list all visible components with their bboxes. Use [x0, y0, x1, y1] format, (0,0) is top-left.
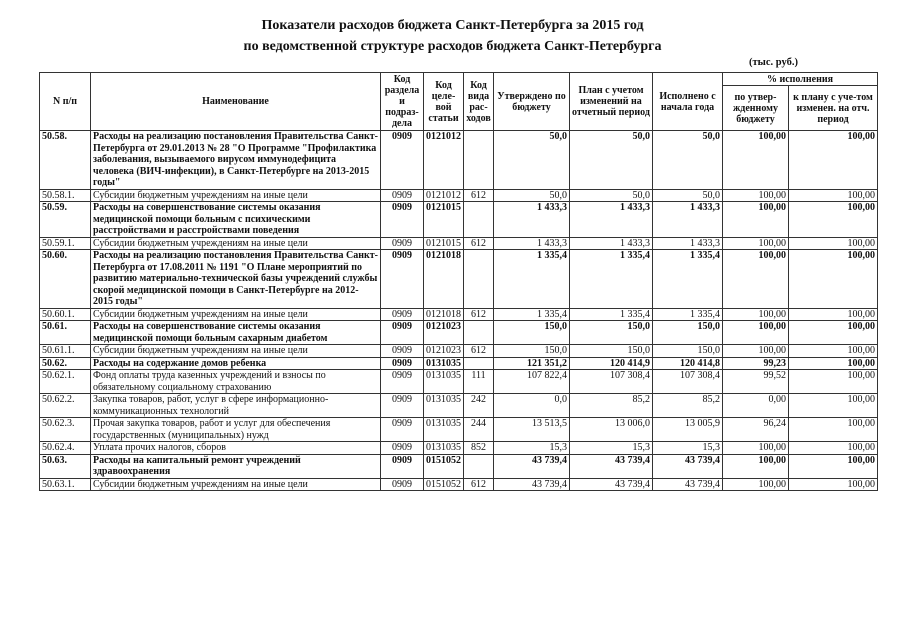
row-article: 0151052	[424, 478, 464, 491]
table-header	[40, 73, 878, 131]
row-num: 50.59.1.	[40, 237, 91, 250]
row-plan: 50,0	[570, 189, 653, 202]
row-num: 50.61.	[40, 321, 91, 345]
row-pct-plan: 100,00	[789, 202, 878, 238]
row-pct-budget: 96,24	[723, 418, 789, 442]
row-num: 50.58.	[40, 131, 91, 190]
row-plan: 15,3	[570, 442, 653, 455]
row-section: 0909	[381, 189, 424, 202]
row-executed: 43 739,4	[653, 454, 723, 478]
row-executed: 1 335,4	[653, 250, 723, 309]
row-num: 50.62.2.	[40, 394, 91, 418]
row-approved: 15,3	[494, 442, 570, 455]
row-pct-plan: 100,00	[789, 131, 878, 190]
table-row	[40, 321, 878, 345]
row-type: 242	[464, 394, 494, 418]
row-pct-budget: 100,00	[723, 345, 789, 358]
row-num: 50.61.1.	[40, 345, 91, 358]
header-approved: Утверждено по бюджету	[494, 73, 570, 131]
header-num: N п/п	[40, 73, 91, 131]
table-row	[40, 370, 878, 394]
header-pct-plan: к плану с уче-том изменен. на отч. период	[789, 86, 878, 131]
row-approved: 121 351,2	[494, 357, 570, 370]
row-section: 0909	[381, 370, 424, 394]
row-section: 0909	[381, 250, 424, 309]
units-label: (тыс. руб.)	[749, 57, 798, 68]
page-title: Показатели расходов бюджета Санкт-Петербурга за 2015 год	[261, 18, 644, 33]
table-row	[40, 308, 878, 321]
row-article: 0121015	[424, 202, 464, 238]
row-article: 0131035	[424, 370, 464, 394]
table-row	[40, 131, 878, 190]
row-pct-plan: 100,00	[789, 370, 878, 394]
row-article: 0131035	[424, 357, 464, 370]
row-approved: 43 739,4	[494, 478, 570, 491]
table-row	[40, 418, 878, 442]
row-name: Субсидии бюджетным учреждениям на иные цели	[91, 308, 381, 321]
row-section: 0909	[381, 454, 424, 478]
row-plan: 50,0	[570, 131, 653, 190]
row-pct-budget: 99,52	[723, 370, 789, 394]
row-num: 50.60.1.	[40, 308, 91, 321]
row-section: 0909	[381, 345, 424, 358]
row-executed: 1 335,4	[653, 308, 723, 321]
row-approved: 1 335,4	[494, 250, 570, 309]
row-type	[464, 202, 494, 238]
header-type: Код вида рас-ходов	[464, 73, 494, 131]
table-row	[40, 189, 878, 202]
row-pct-plan: 100,00	[789, 321, 878, 345]
row-name: Расходы на реализацию постановления Правительства Санкт-Петербурга от 17.08.2011 № 1191 "О Плане мероприятий по развитию материально-технической базы учреждений службы скорой медицинской помощи в Санкт-Петербурге на 2012-2015 годы"	[91, 250, 381, 309]
row-pct-plan: 100,00	[789, 357, 878, 370]
row-name: Расходы на совершенствование системы оказания медицинской помощи больным с психическими расстройствами и расстройствами поведения	[91, 202, 381, 238]
row-pct-budget: 100,00	[723, 202, 789, 238]
row-article: 0121023	[424, 321, 464, 345]
row-pct-plan: 100,00	[789, 442, 878, 455]
row-plan: 13 006,0	[570, 418, 653, 442]
row-section: 0909	[381, 131, 424, 190]
row-approved: 1 433,3	[494, 237, 570, 250]
row-pct-plan: 100,00	[789, 308, 878, 321]
table-row	[40, 394, 878, 418]
row-num: 50.62.3.	[40, 418, 91, 442]
row-pct-budget: 100,00	[723, 250, 789, 309]
row-approved: 107 822,4	[494, 370, 570, 394]
row-num: 50.59.	[40, 202, 91, 238]
row-plan: 120 414,9	[570, 357, 653, 370]
row-article: 0131035	[424, 394, 464, 418]
row-plan: 1 433,3	[570, 237, 653, 250]
row-type: 612	[464, 345, 494, 358]
table-row	[40, 478, 878, 491]
row-name: Расходы на капитальный ремонт учреждений здравоохранения	[91, 454, 381, 478]
row-plan: 1 335,4	[570, 308, 653, 321]
row-pct-plan: 100,00	[789, 237, 878, 250]
row-executed: 50,0	[653, 189, 723, 202]
table-row	[40, 345, 878, 358]
row-name: Уплата прочих налогов, сборов	[91, 442, 381, 455]
row-section: 0909	[381, 357, 424, 370]
row-approved: 1 335,4	[494, 308, 570, 321]
table-row	[40, 442, 878, 455]
row-name: Фонд оплаты труда казенных учреждений и взносы по обязательному социальному страхованию	[91, 370, 381, 394]
table-row	[40, 357, 878, 370]
row-article: 0121018	[424, 308, 464, 321]
row-pct-budget: 100,00	[723, 308, 789, 321]
header-article: Код целе-вой статьи	[424, 73, 464, 131]
row-plan: 107 308,4	[570, 370, 653, 394]
row-name: Прочая закупка товаров, работ и услуг для обеспечения государственных (муниципальных) нужд	[91, 418, 381, 442]
row-article: 0121012	[424, 131, 464, 190]
row-name: Расходы на реализацию постановления Правительства Санкт-Петербурга от 29.01.2013 № 28 "О Программе "Профилактика заболевания, вызываемого вирусом иммунодефицита человека (ВИЧ-инфекции), в Санкт-Петербурге на 2013-2015 годы"	[91, 131, 381, 190]
row-type: 612	[464, 308, 494, 321]
row-name: Субсидии бюджетным учреждениям на иные цели	[91, 189, 381, 202]
row-article: 0121018	[424, 250, 464, 309]
row-pct-plan: 100,00	[789, 250, 878, 309]
header-section: Код раздела и подраз-дела	[381, 73, 424, 131]
row-executed: 150,0	[653, 345, 723, 358]
row-executed: 150,0	[653, 321, 723, 345]
row-pct-plan: 100,00	[789, 454, 878, 478]
table-row	[40, 250, 878, 309]
row-pct-budget: 100,00	[723, 454, 789, 478]
row-pct-budget: 100,00	[723, 478, 789, 491]
row-article: 0121023	[424, 345, 464, 358]
row-name: Субсидии бюджетным учреждениям на иные цели	[91, 345, 381, 358]
row-type: 612	[464, 478, 494, 491]
header-executed: Исполнено с начала года	[653, 73, 723, 131]
row-name: Субсидии бюджетным учреждениям на иные цели	[91, 237, 381, 250]
row-pct-plan: 100,00	[789, 345, 878, 358]
row-num: 50.58.1.	[40, 189, 91, 202]
row-plan: 43 739,4	[570, 478, 653, 491]
row-section: 0909	[381, 442, 424, 455]
row-article: 0131035	[424, 442, 464, 455]
row-plan: 150,0	[570, 345, 653, 358]
row-type	[464, 131, 494, 190]
row-plan: 1 335,4	[570, 250, 653, 309]
row-article: 0131035	[424, 418, 464, 442]
row-pct-plan: 100,00	[789, 418, 878, 442]
row-pct-budget: 100,00	[723, 131, 789, 190]
row-type	[464, 250, 494, 309]
row-pct-plan: 100,00	[789, 394, 878, 418]
table-row	[40, 202, 878, 238]
row-executed: 85,2	[653, 394, 723, 418]
row-executed: 107 308,4	[653, 370, 723, 394]
row-type	[464, 321, 494, 345]
row-executed: 1 433,3	[653, 202, 723, 238]
row-type: 111	[464, 370, 494, 394]
budget-table	[39, 72, 878, 491]
row-executed: 50,0	[653, 131, 723, 190]
row-num: 50.63.	[40, 454, 91, 478]
row-plan: 43 739,4	[570, 454, 653, 478]
row-article: 0151052	[424, 454, 464, 478]
row-pct-budget: 100,00	[723, 321, 789, 345]
table-row	[40, 454, 878, 478]
header-name: Наименование	[91, 73, 381, 131]
header-pct-group: % исполнения	[723, 73, 878, 86]
row-pct-budget: 100,00	[723, 189, 789, 202]
row-executed: 43 739,4	[653, 478, 723, 491]
row-pct-budget: 100,00	[723, 237, 789, 250]
row-approved: 150,0	[494, 321, 570, 345]
row-type	[464, 454, 494, 478]
row-approved: 50,0	[494, 189, 570, 202]
row-executed: 15,3	[653, 442, 723, 455]
row-num: 50.62.	[40, 357, 91, 370]
row-num: 50.62.4.	[40, 442, 91, 455]
table-body	[40, 131, 878, 491]
row-num: 50.60.	[40, 250, 91, 309]
header-pct-budget: по утвер-жденному бюджету	[723, 86, 789, 131]
row-pct-plan: 100,00	[789, 189, 878, 202]
row-type: 612	[464, 189, 494, 202]
row-section: 0909	[381, 308, 424, 321]
page-subtitle: по ведомственной структуре расходов бюджета Санкт-Петербурга	[243, 39, 662, 54]
row-name: Закупка товаров, работ, услуг в сфере информационно-коммуникационных технологий	[91, 394, 381, 418]
row-pct-budget: 100,00	[723, 442, 789, 455]
table-row	[40, 237, 878, 250]
row-type: 852	[464, 442, 494, 455]
row-executed: 13 005,9	[653, 418, 723, 442]
row-plan: 1 433,3	[570, 202, 653, 238]
row-approved: 1 433,3	[494, 202, 570, 238]
row-pct-plan: 100,00	[789, 478, 878, 491]
row-type	[464, 357, 494, 370]
row-approved: 0,0	[494, 394, 570, 418]
row-type: 612	[464, 237, 494, 250]
row-num: 50.62.1.	[40, 370, 91, 394]
row-article: 0121012	[424, 189, 464, 202]
row-pct-budget: 0,00	[723, 394, 789, 418]
row-approved: 150,0	[494, 345, 570, 358]
row-article: 0121015	[424, 237, 464, 250]
row-num: 50.63.1.	[40, 478, 91, 491]
row-approved: 43 739,4	[494, 454, 570, 478]
row-name: Расходы на совершенствование системы оказания медицинской помощи больным сахарным диабетом	[91, 321, 381, 345]
row-executed: 120 414,8	[653, 357, 723, 370]
row-section: 0909	[381, 321, 424, 345]
row-plan: 150,0	[570, 321, 653, 345]
row-name: Субсидии бюджетным учреждениям на иные цели	[91, 478, 381, 491]
row-approved: 13 513,5	[494, 418, 570, 442]
row-plan: 85,2	[570, 394, 653, 418]
row-name: Расходы на содержание домов ребенка	[91, 357, 381, 370]
row-pct-budget: 99,23	[723, 357, 789, 370]
row-section: 0909	[381, 394, 424, 418]
row-executed: 1 433,3	[653, 237, 723, 250]
header-plan: План с учетом изменений на отчетный период	[570, 73, 653, 131]
row-section: 0909	[381, 237, 424, 250]
row-type: 244	[464, 418, 494, 442]
row-section: 0909	[381, 418, 424, 442]
row-section: 0909	[381, 478, 424, 491]
row-section: 0909	[381, 202, 424, 238]
row-approved: 50,0	[494, 131, 570, 190]
